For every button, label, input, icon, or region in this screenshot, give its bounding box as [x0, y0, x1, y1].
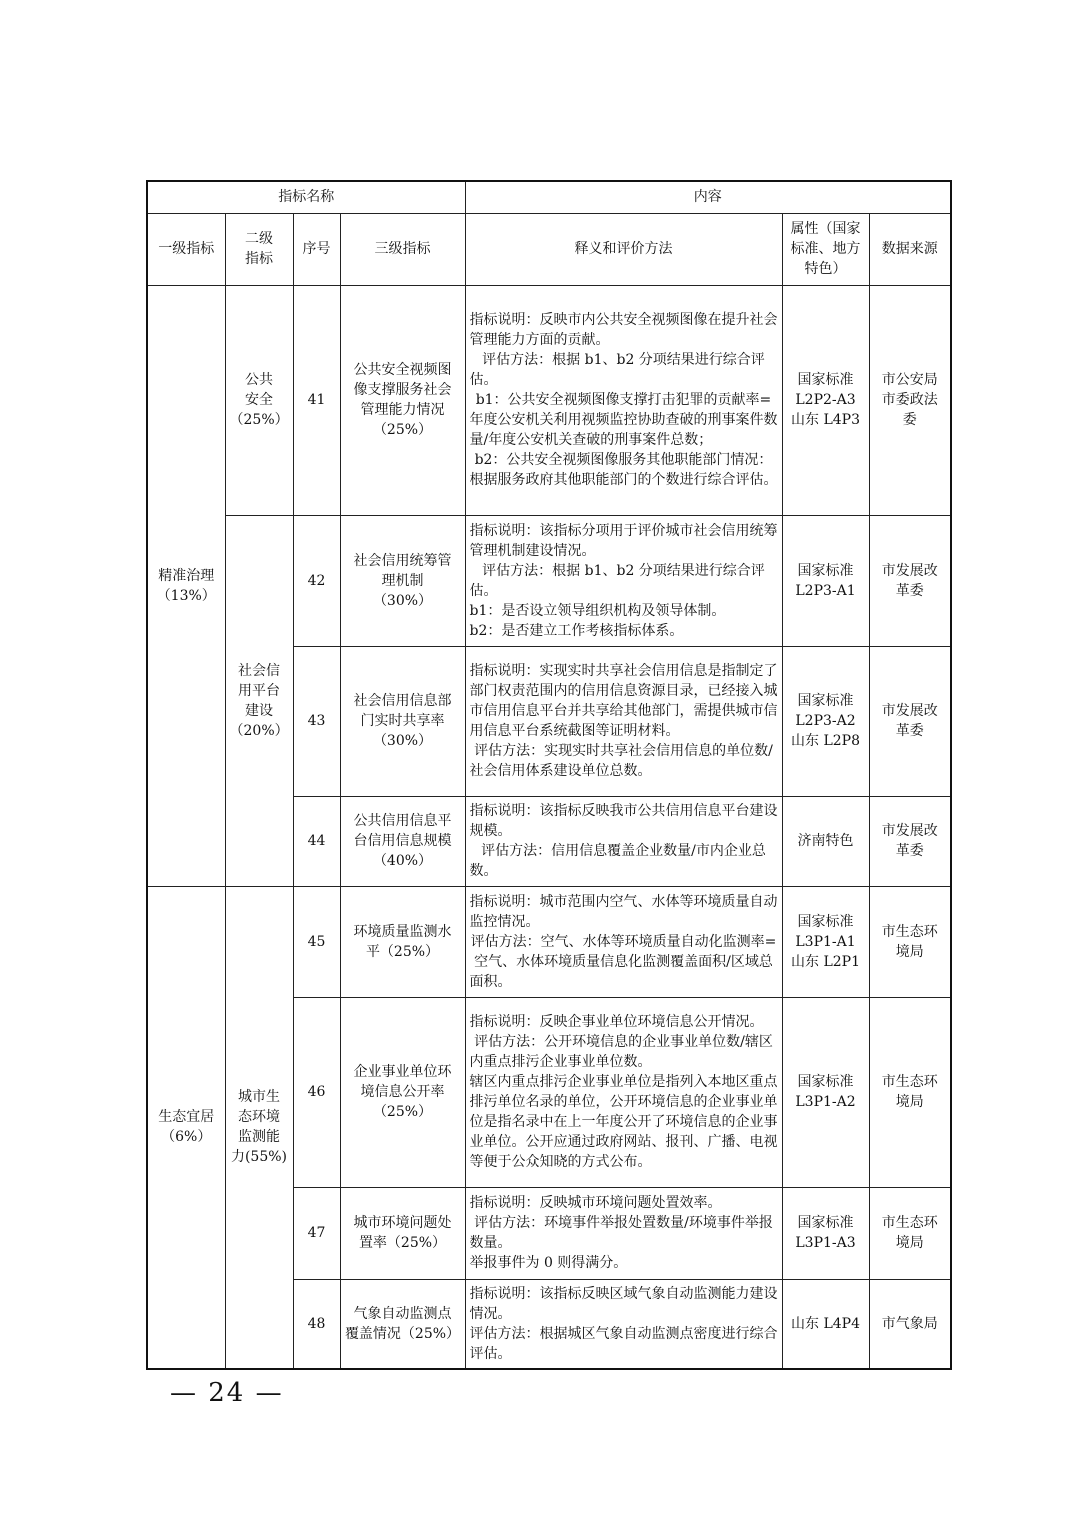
attr-cell: 国家标准 L3P1-A3 — [782, 1187, 869, 1279]
header-level1: 一级指标 — [147, 213, 225, 285]
level3-cell: 社会信用信息部 门实时共享率 （30%） — [340, 646, 465, 796]
level3-cell: 社会信用统筹管 理机制 （30%） — [340, 515, 465, 646]
desc-cell: 指标说明：该指标反映我市公共信用信息平台建设规模。 评估方法：信用信息覆盖企业数量/市内企业总数。 — [465, 796, 782, 886]
attr-cell: 山东 L4P4 — [782, 1279, 869, 1369]
header-row-group — [147, 181, 951, 213]
level2-cell: 城市生 态环境 监测能 力(55%) — [225, 886, 293, 1369]
header-seq: 序号 — [293, 213, 340, 285]
attr-cell: 济南特色 — [782, 796, 869, 886]
level1-cell: 生态宜居 （6%） — [147, 886, 225, 1369]
attr-cell: 国家标准 L3P1-A1 山东 L2P1 — [782, 886, 869, 997]
header-level2: 二级 指标 — [225, 213, 293, 285]
seq-cell: 48 — [293, 1279, 340, 1369]
level3-cell: 城市环境问题处 置率（25%） — [340, 1187, 465, 1279]
seq-cell: 47 — [293, 1187, 340, 1279]
level2-cell: 公共 安全 （25%） — [225, 285, 293, 515]
desc-cell: 指标说明：城市范围内空气、水体等环境质量自动监控情况。 评估方法：空气、水体等环境质量自动化监测率=空气、水体环境质量信息化监测覆盖面积/区域总面积。 — [465, 886, 782, 997]
page-number: — 24 — — [170, 1378, 284, 1408]
level2-cell: 社会信 用平台 建设 （20%） — [225, 515, 293, 886]
source-cell: 市生态环 境局 — [869, 886, 951, 997]
seq-cell: 43 — [293, 646, 340, 796]
level3-cell: 公共安全视频图 像支撑服务社会 管理能力情况 （25%） — [340, 285, 465, 515]
level3-cell: 公共信用信息平 台信用信息规模 （40%） — [340, 796, 465, 886]
desc-cell: 指标说明：实现实时共享社会信用信息是指制定了部门权责范围内的信用信息资源目录，已经接入城市信用信息平台并共享给其他部门，需提供城市信用信息平台系统截图等证明材料。 评估方法：实现实时共享社会信用信息的单位数/社会信用体系建设单位总数。 — [465, 646, 782, 796]
seq-cell: 42 — [293, 515, 340, 646]
attr-cell: 国家标准 L2P2-A3 山东 L4P3 — [782, 285, 869, 515]
source-cell: 市发展改 革委 — [869, 796, 951, 886]
seq-cell: 44 — [293, 796, 340, 886]
attr-cell: 国家标准 L2P3-A2 山东 L2P8 — [782, 646, 869, 796]
level1-cell: 精准治理 （13%） — [147, 285, 225, 886]
level3-cell: 企业事业单位环 境信息公开率 （25%） — [340, 997, 465, 1187]
table-row — [147, 285, 951, 515]
attr-cell: 国家标准 L3P1-A2 — [782, 997, 869, 1187]
attr-cell: 国家标准 L2P3-A1 — [782, 515, 869, 646]
seq-cell: 45 — [293, 886, 340, 997]
desc-cell: 指标说明：该指标反映区域气象自动监测能力建设情况。 评估方法：根据城区气象自动监测点密度进行综合评估。 — [465, 1279, 782, 1369]
source-cell: 市发展改 革委 — [869, 646, 951, 796]
level3-cell: 气象自动监测点 覆盖情况（25%） — [340, 1279, 465, 1369]
header-level3: 三级指标 — [340, 213, 465, 285]
table-row — [147, 886, 951, 997]
source-cell: 市公安局 市委政法 委 — [869, 285, 951, 515]
table-row — [147, 515, 951, 646]
desc-cell: 指标说明：反映城市环境问题处置效率。 评估方法：环境事件举报处置数量/环境事件举报数量。 举报事件为 0 则得满分。 — [465, 1187, 782, 1279]
source-cell: 市气象局 — [869, 1279, 951, 1369]
desc-cell: 指标说明：该指标分项用于评价城市社会信用统筹管理机制建设情况。 评估方法：根据 b1、b2 分项结果进行综合评估。 b1：是否设立领导组织机构及领导体制。 b2：是否建立工作考核指标体系。 — [465, 515, 782, 646]
seq-cell: 46 — [293, 997, 340, 1187]
indicator-table — [146, 180, 952, 1370]
header-source: 数据来源 — [869, 213, 951, 285]
desc-cell: 指标说明：反映企事业单位环境信息公开情况。 评估方法：公开环境信息的企业事业单位数/辖区内重点排污企业事业单位数。 辖区内重点排污企业事业单位是指列入本地区重点排污单位名录的单位，公开环境信息的企业事业单位是指名录中在上一年度公开了环境信息的企业事业单位。公开应通过政府网站、报刊、广播、电视等便于公众知晓的方式公布。 — [465, 997, 782, 1187]
header-content: 内容 — [465, 181, 951, 213]
source-cell: 市生态环 境局 — [869, 1187, 951, 1279]
source-cell: 市发展改 革委 — [869, 515, 951, 646]
level3-cell: 环境质量监测水 平（25%） — [340, 886, 465, 997]
header-attr: 属性（国家 标准、地方 特色） — [782, 213, 869, 285]
header-desc: 释义和评价方法 — [465, 213, 782, 285]
seq-cell: 41 — [293, 285, 340, 515]
header-indicator-name: 指标名称 — [147, 181, 465, 213]
desc-cell: 指标说明：反映市内公共安全视频图像在提升社会管理能力方面的贡献。 评估方法：根据 b1、b2 分项结果进行综合评估。 b1：公共安全视频图像支撑打击犯罪的贡献率=年度公安机关利用视频监控协助查破的刑事案件数量/年度公安机关查破的刑事案件总数； b2：公共安全视频图像服务其他职能部门情况：根据服务政府其他职能部门的个数进行综合评估。 — [465, 285, 782, 515]
header-row-columns — [147, 213, 951, 285]
source-cell: 市生态环 境局 — [869, 997, 951, 1187]
